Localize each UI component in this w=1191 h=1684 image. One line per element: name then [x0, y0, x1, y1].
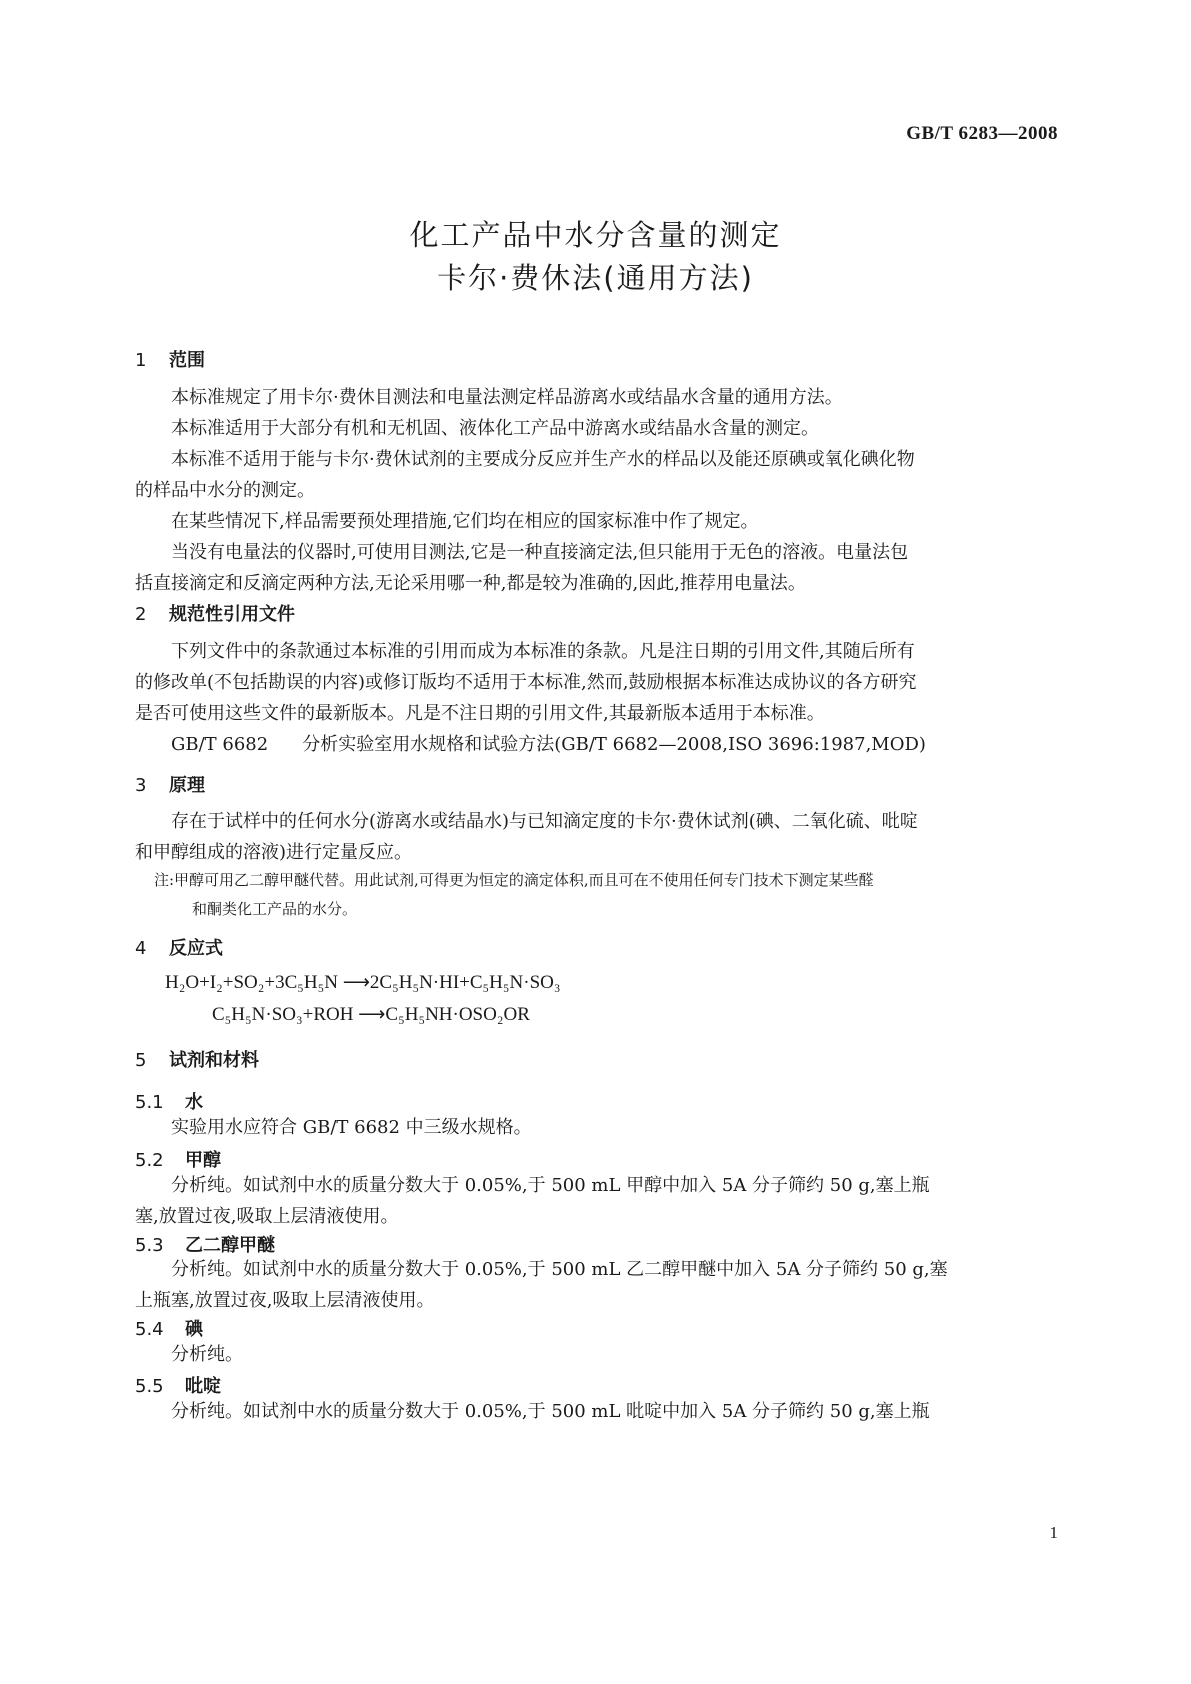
- section-4-heading: [135, 934, 223, 960]
- paragraph-line: 分析纯。如试剂中水的质量分数大于 0.05%,于 500 mL 吡啶中加入 5A 分子筛约 50 g,塞上瓶: [171, 1401, 930, 1422]
- subsection-5-2-heading: [135, 1146, 221, 1172]
- paragraph-line: 存在于试样中的任何水分(游离水或结晶水)与已知滴定度的卡尔·费休试剂(碘、二氧化硫、吡啶: [171, 811, 918, 832]
- reference-code: GB/T 6682: [171, 734, 269, 755]
- section-number: 4: [135, 938, 147, 959]
- section-number: 1: [135, 350, 147, 371]
- section-title: 原理: [169, 775, 205, 796]
- subsection-title: 水: [185, 1092, 203, 1113]
- section-3-heading: [135, 771, 205, 797]
- subsection-5-2-body: [135, 1170, 1058, 1232]
- section-1-heading: [135, 346, 205, 372]
- subsection-number: 5.2: [135, 1150, 164, 1171]
- paragraph-line: 分析纯。如试剂中水的质量分数大于 0.05%,于 500 mL 乙二醇甲醚中加入 5A 分子筛约 50 g,塞: [171, 1259, 948, 1280]
- section-number: 5: [135, 1050, 147, 1071]
- note: [154, 866, 1059, 924]
- paragraph-line: 的样品中水分的测定。: [135, 480, 315, 501]
- section-title: 规范性引用文件: [169, 604, 295, 625]
- section-title: 试剂和材料: [169, 1050, 259, 1071]
- paragraph-line: 括直接滴定和反滴定两种方法,无论采用哪一种,都是较为准确的,因此,推荐用电量法。: [135, 573, 806, 594]
- paragraph-line: 塞,放置过夜,吸取上层清液使用。: [135, 1206, 399, 1227]
- subsection-5-3-body: [135, 1254, 1058, 1316]
- page-number: 1: [1049, 1523, 1058, 1542]
- subsection-5-5-body: [135, 1396, 1058, 1427]
- section-1-body: [135, 382, 1058, 599]
- paragraph-line: 本标准不适用于能与卡尔·费休试剂的主要成分反应并生产水的样品以及能还原碘或氧化碘化物: [171, 449, 915, 470]
- paragraph-line: 分析纯。如试剂中水的质量分数大于 0.05%,于 500 mL 甲醇中加入 5A 分子筛约 50 g,塞上瓶: [171, 1175, 930, 1196]
- section-number: 3: [135, 775, 147, 796]
- subsection-number: 5.1: [135, 1092, 164, 1113]
- reference-title: 分析实验室用水规格和试验方法(GB/T 6682—2008,ISO 3696:1987,MOD): [302, 734, 926, 755]
- normative-reference: [171, 729, 926, 760]
- subsection-title: 碘: [185, 1319, 203, 1340]
- subsection-title: 吡啶: [185, 1376, 221, 1397]
- paragraph-line: 上瓶塞,放置过夜,吸取上层清液使用。: [135, 1290, 435, 1311]
- subsection-title: 甲醇: [185, 1150, 221, 1171]
- document-title-line2: 卡尔·费休法(通用方法): [437, 261, 754, 295]
- paragraph: 在某些情况下,样品需要预处理措施,它们均在相应的国家标准中作了规定。: [171, 511, 759, 532]
- subsection-number: 5.4: [135, 1319, 164, 1340]
- subsection-number: 5.3: [135, 1235, 164, 1256]
- section-title: 反应式: [169, 938, 223, 959]
- paragraph: 本标准规定了用卡尔·费休目测法和电量法测定样品游离水或结晶水含量的通用方法。: [171, 387, 843, 408]
- reaction-equation-2: C₅H₅N·SO₃+ROH ⟶C₅H₅NH·OSO₂OR: [212, 1004, 530, 1025]
- note-line: 注:甲醇可用乙二醇甲醚代替。用此试剂,可得更为恒定的滴定体积,而且可在不使用任何专门技术下测定某些醛: [154, 871, 874, 889]
- section-5-heading: [135, 1046, 259, 1072]
- subsection-5-4-body: 分析纯。: [171, 1344, 243, 1365]
- section-2-heading: [135, 600, 295, 626]
- paragraph-line: 和甲醇组成的溶液)进行定量反应。: [135, 842, 413, 863]
- subsection-5-4-heading: [135, 1315, 203, 1341]
- subsection-number: 5.5: [135, 1376, 164, 1397]
- section-3-body: [135, 806, 1058, 868]
- reaction-equation-1: H₂O+I₂+SO₂+3C₅H₅N ⟶2C₅H₅N·HI+C₅H₅N·SO₃: [165, 972, 561, 993]
- paragraph-line: 当没有电量法的仪器时,可使用目测法,它是一种直接滴定法,但只能用于无色的溶液。电量法包: [171, 542, 909, 563]
- paragraph-line: 是否可使用这些文件的最新版本。凡是不注日期的引用文件,其最新版本适用于本标准。: [135, 703, 825, 724]
- paragraph: 本标准适用于大部分有机和无机固、液体化工产品中游离水或结晶水含量的测定。: [171, 418, 819, 439]
- subsection-5-1-heading: [135, 1088, 203, 1114]
- section-title: 范围: [169, 350, 205, 371]
- section-2-body: [135, 636, 1058, 729]
- subsection-5-1-body: 实验用水应符合 GB/T 6682 中三级水规格。: [171, 1117, 532, 1138]
- paragraph-line: 下列文件中的条款通过本标准的引用而成为本标准的条款。凡是注日期的引用文件,其随后所有: [171, 641, 915, 662]
- subsection-title: 乙二醇甲醚: [185, 1235, 275, 1256]
- note-line: 和酮类化工产品的水分。: [192, 900, 358, 918]
- standard-number: GB/T 6283—2008: [906, 123, 1058, 144]
- subsection-5-5-heading: [135, 1372, 221, 1398]
- section-number: 2: [135, 604, 147, 625]
- paragraph-line: 的修改单(不包括勘误的内容)或修订版均不适用于本标准,然而,鼓励根据本标准达成协议的各方研究: [135, 672, 917, 693]
- document-title-line1: 化工产品中水分含量的测定: [409, 218, 782, 252]
